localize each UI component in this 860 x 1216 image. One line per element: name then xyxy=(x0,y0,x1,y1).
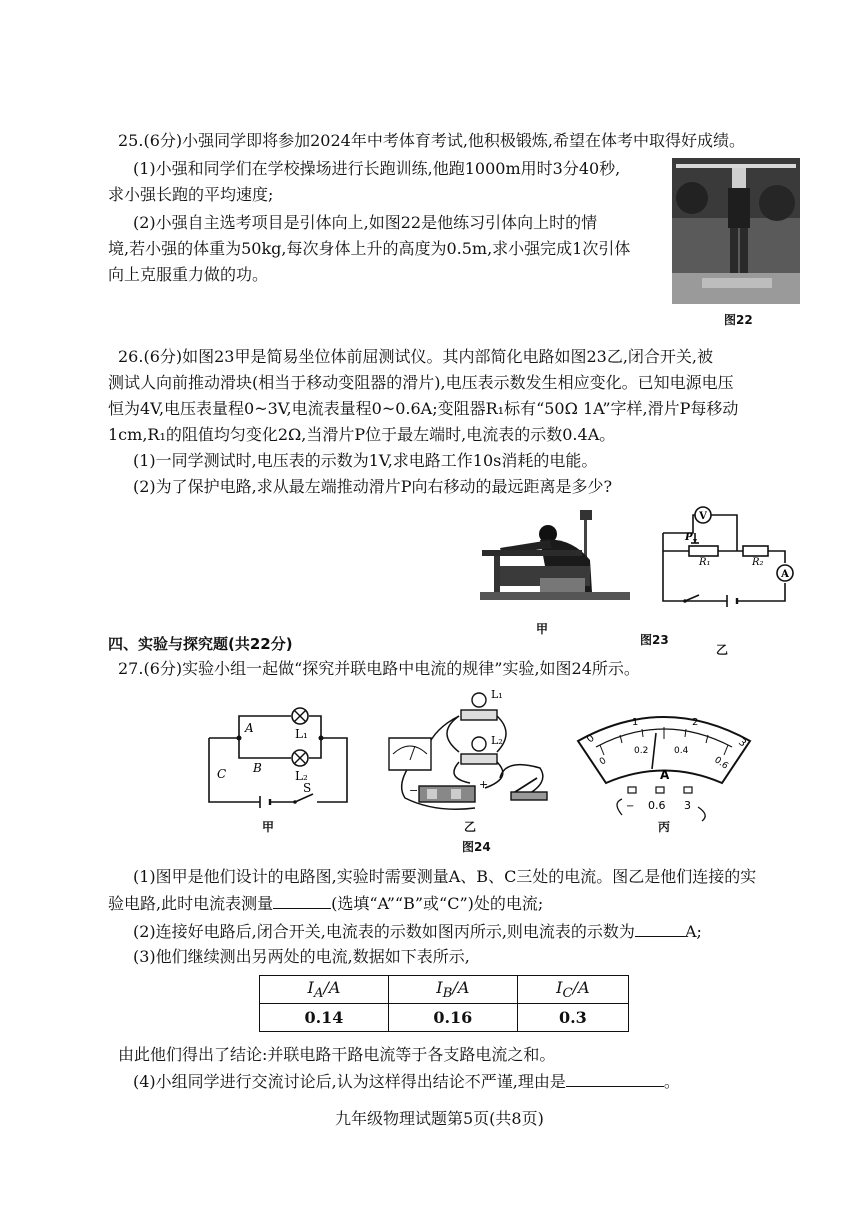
r2-label: R₂ xyxy=(752,557,764,568)
r2-resistor xyxy=(743,546,768,556)
lamp-l2-label: L₂ xyxy=(295,769,308,783)
current-data-table xyxy=(259,975,629,1032)
table-header: $I_C/A$ xyxy=(517,976,628,1004)
q27-part1-line1: (1)图甲是他们设计的电路图,实验时需要测量A、B、C三处的电流。图乙是他们连接的实 xyxy=(133,867,757,886)
table-header-row xyxy=(260,976,629,1004)
terminal-06-label: 0.6 xyxy=(648,799,666,812)
q25-part1-line2: 求小强长跑的平均速度; xyxy=(108,185,274,204)
q27-part3: (3)他们继续测出另两处的电流,数据如下表所示, xyxy=(133,947,470,966)
answer-blank-3[interactable] xyxy=(566,1070,664,1087)
node-a-label: A xyxy=(245,721,254,735)
q25-part2-line2: 境,若小强的体重为50kg,每次身体上升的高度为0.5m,求小强完成1次引体 xyxy=(108,239,631,258)
ammeter-label: A xyxy=(781,569,789,580)
answer-blank-1[interactable] xyxy=(273,892,331,909)
answer-blank-2[interactable] xyxy=(635,920,685,937)
dial-top-2: 2 xyxy=(692,717,699,728)
q26-line3: 恒为4V,电压表量程0~3V,电流表量程0~0.6A;变阻器R₁标有“50Ω 1A”字样,滑片P每移动 xyxy=(108,399,739,418)
lamp-l1-label: L₁ xyxy=(295,727,308,741)
q26-line2: 测试人向前推动滑块(相当于移动变阻器的滑片),电压表示数发生相应变化。已知电源电压 xyxy=(108,373,734,392)
figure-22-caption: 图22 xyxy=(724,313,753,327)
node-b-label: B xyxy=(253,761,262,775)
q27-stem: 27.(6分)实验小组一起做“探究并联电路中电流的规律”实验,如图24所示。 xyxy=(118,659,640,678)
q27-part2: (2)连接好电路后,闭合开关,电流表的示数如图丙所示,则电流表的示数为 A; xyxy=(133,922,702,941)
voltmeter-label: V xyxy=(699,511,707,522)
q27-part4: (4)小组同学进行交流讨论后,认为这样得出结论不严谨,理由是 。 xyxy=(133,1072,680,1091)
section-4-heading: 四、实验与探究题(共22分) xyxy=(108,635,293,653)
yi-lamp-l2-label: L₂ xyxy=(491,734,503,747)
svg-text:−: − xyxy=(626,801,635,812)
figure-24-caption: 图24 xyxy=(462,840,491,854)
dial-top-1: 1 xyxy=(632,717,639,728)
table-row xyxy=(260,1004,629,1032)
dial-top-0: 0 xyxy=(584,732,597,746)
svg-text:−: − xyxy=(409,784,419,797)
q26-line1: 26.(6分)如图23甲是简易坐位体前屈测试仪。其内部简化电路如图23乙,闭合开关,被 xyxy=(118,347,714,366)
table-cell: 0.14 xyxy=(260,1004,389,1032)
dial-bottom-04: 0.4 xyxy=(674,746,689,756)
dial-bottom-0: 0 xyxy=(597,755,609,768)
yi-ammeter xyxy=(389,738,431,770)
table-header: $I_B/A$ xyxy=(388,976,517,1004)
svg-text:+: + xyxy=(479,778,489,791)
page-footer: 九年级物理试题第5页(共8页) xyxy=(335,1109,544,1128)
figure-24-jia-circuit xyxy=(205,698,355,808)
dial-bottom-06: 0.6 xyxy=(712,755,730,772)
table-cell: 0.3 xyxy=(517,1004,628,1032)
q27-part1-line2: 验电路,此时电流表测量 (选填“A”“B”或“C”)处的电流; xyxy=(108,894,544,913)
r1-label: R₁ xyxy=(699,557,711,568)
figure-24-label-jia: 甲 xyxy=(262,820,275,834)
figure-23-caption: 图23 xyxy=(640,633,669,647)
terminal-3-label: 3 xyxy=(684,799,691,812)
slider-label: P xyxy=(685,532,693,543)
q26-part1: (1)一同学测试时,电压表的示数为1V,求电路工作10s消耗的电能。 xyxy=(133,451,598,470)
q26-line4: 1cm,R₁的阻值均匀变化2Ω,当滑片P位于最左端时,电流表的示数0.4A。 xyxy=(108,425,616,444)
table-header: $I_A/A$ xyxy=(260,976,389,1004)
yi-switch xyxy=(511,792,547,800)
switch-s-label: S xyxy=(303,781,312,795)
q27-conclusion: 由此他们得出了结论:并联电路干路电流等于各支路电流之和。 xyxy=(118,1045,556,1064)
figure-22-photo xyxy=(672,158,800,304)
figure-23-jia-tester xyxy=(480,500,630,612)
figure-23-yi-circuit xyxy=(655,503,800,608)
figure-24-label-yi: 乙 xyxy=(464,820,477,834)
node-c-label: C xyxy=(217,767,227,781)
figure-23-label-yi: 乙 xyxy=(716,643,729,657)
figure-24-yi-apparatus xyxy=(375,688,560,818)
meter-unit-label: A xyxy=(660,768,670,782)
q25-part2-line1: (2)小强自主选考项目是引体向上,如图22是他练习引体向上时的情 xyxy=(133,213,598,232)
q25-part1-line1: (1)小强和同学们在学校操场进行长跑训练,他跑1000m用时3分40秒, xyxy=(133,159,621,178)
q26-part2: (2)为了保护电路,求从最左端推动滑片P向右移动的最远距离是多少? xyxy=(133,477,613,496)
table-cell: 0.16 xyxy=(388,1004,517,1032)
q25-part2-line3: 向上克服重力做的功。 xyxy=(108,265,269,284)
figure-24-label-bing: 丙 xyxy=(658,820,671,834)
r1-resistor xyxy=(689,546,718,556)
figure-23-label-jia: 甲 xyxy=(536,622,549,636)
dial-bottom-02: 0.2 xyxy=(634,746,649,756)
q25-stem: 25.(6分)小强同学即将参加2024年中考体育考试,他积极锻炼,希望在体考中取得好成绩。 xyxy=(118,131,746,150)
yi-lamp-l1-label: L₁ xyxy=(491,688,503,701)
dial-top-3: 3 xyxy=(736,736,749,750)
figure-24-bing-meter xyxy=(572,703,757,823)
